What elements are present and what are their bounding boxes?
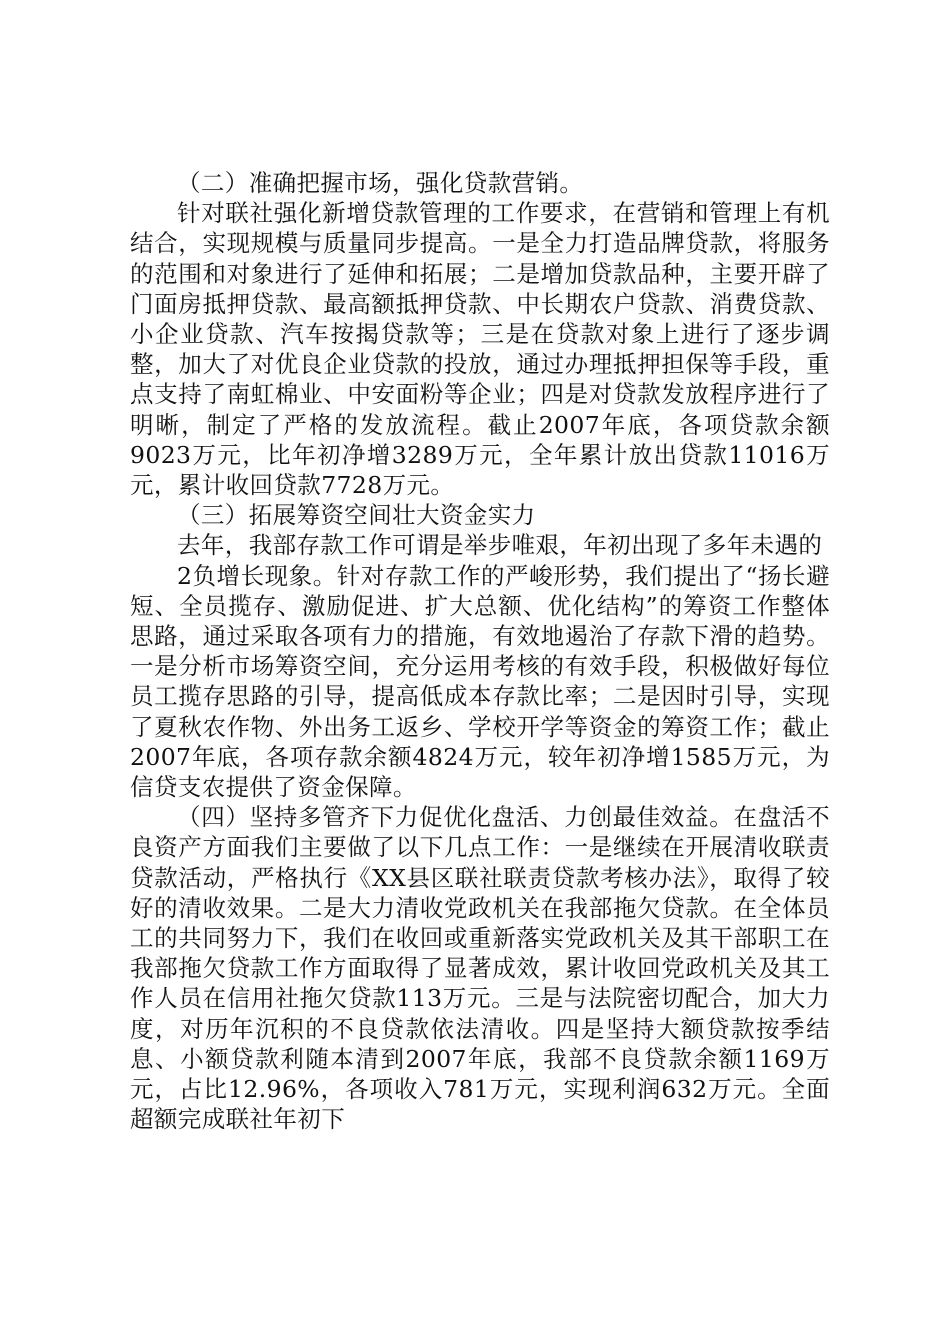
paragraph-deposit-intro: 去年，我部存款工作可谓是举步唯艰，年初出现了多年未遇的 [177, 531, 823, 560]
paragraph-asset-recovery: （四）坚持多管齐下力促优化盘活、力创最佳效益。在盘活不良资产方面我们主要做了以下几点工作：一是继续在开展清收联责贷款活动，严格执行《XX县区联社联责贷款考核办法》，取得了较好的清收效果。二是大力清收党政机关在我部拖欠贷款。在全体员工的共同努力下，我们在收回或重新落实党政机关及其干部职工在我部拖欠贷款工作方面取得了显著成效，累计收回党政机关及其工作人员在信用社拖欠贷款113万元。三是与法院密切配合，加大力度，对历年沉积的不良贷款依法清收。四是坚持大额贷款按季结息、小额贷款利随本清到2007年底，我部不良贷款余额1169万元，占比12.96%，各项收入781万元，实现利润632万元。全面超额完成联社年初下 [130, 803, 830, 1134]
section-heading-2: （二）准确把握市场，强化贷款营销。 [177, 169, 584, 197]
document-body [130, 168, 830, 1135]
section-heading-3: （三）拓展筹资空间壮大资金实力 [177, 501, 536, 530]
paragraph-deposit-measures: 2负增长现象。针对存款工作的严峻形势，我们提出了“扬长避短、全员揽存、激励促进、扩大总额、优化结构”的筹资工作整体思路，通过采取各项有力的措施，有效地遏治了存款下滑的趋势。一是分析市场筹资空间，充分运用考核的有效手段，积极做好每位员工揽存思路的引导，提高低成本存款比率；二是因时引导，实现了夏秋农作物、外出务工返乡、学校开学等资金的筹资工作；截止2007年底，各项存款余额4824万元，较年初净增1585万元，为信贷支农提供了资金保障。 [130, 561, 830, 802]
paragraph-loan-marketing: 针对联社强化新增贷款管理的工作要求，在营销和管理上有机结合，实现规模与质量同步提高。一是全力打造品牌贷款，将服务的范围和对象进行了延伸和拓展；二是增加贷款品种，主要开辟了门面房抵押贷款、最高额抵押贷款、中长期农户贷款、消费贷款、小企业贷款、汽车按揭贷款等；三是在贷款对象上进行了逐步调整，加大了对优良企业贷款的投放，通过办理抵押担保等手段，重点支持了南虹棉业、中安面粉等企业；四是对贷款发放程序进行了明晰，制定了严格的发放流程。截止2007年底，各项贷款余额9023万元，比年初净增3289万元，全年累计放出贷款11016万元，累计收回贷款7728万元。 [130, 199, 830, 500]
